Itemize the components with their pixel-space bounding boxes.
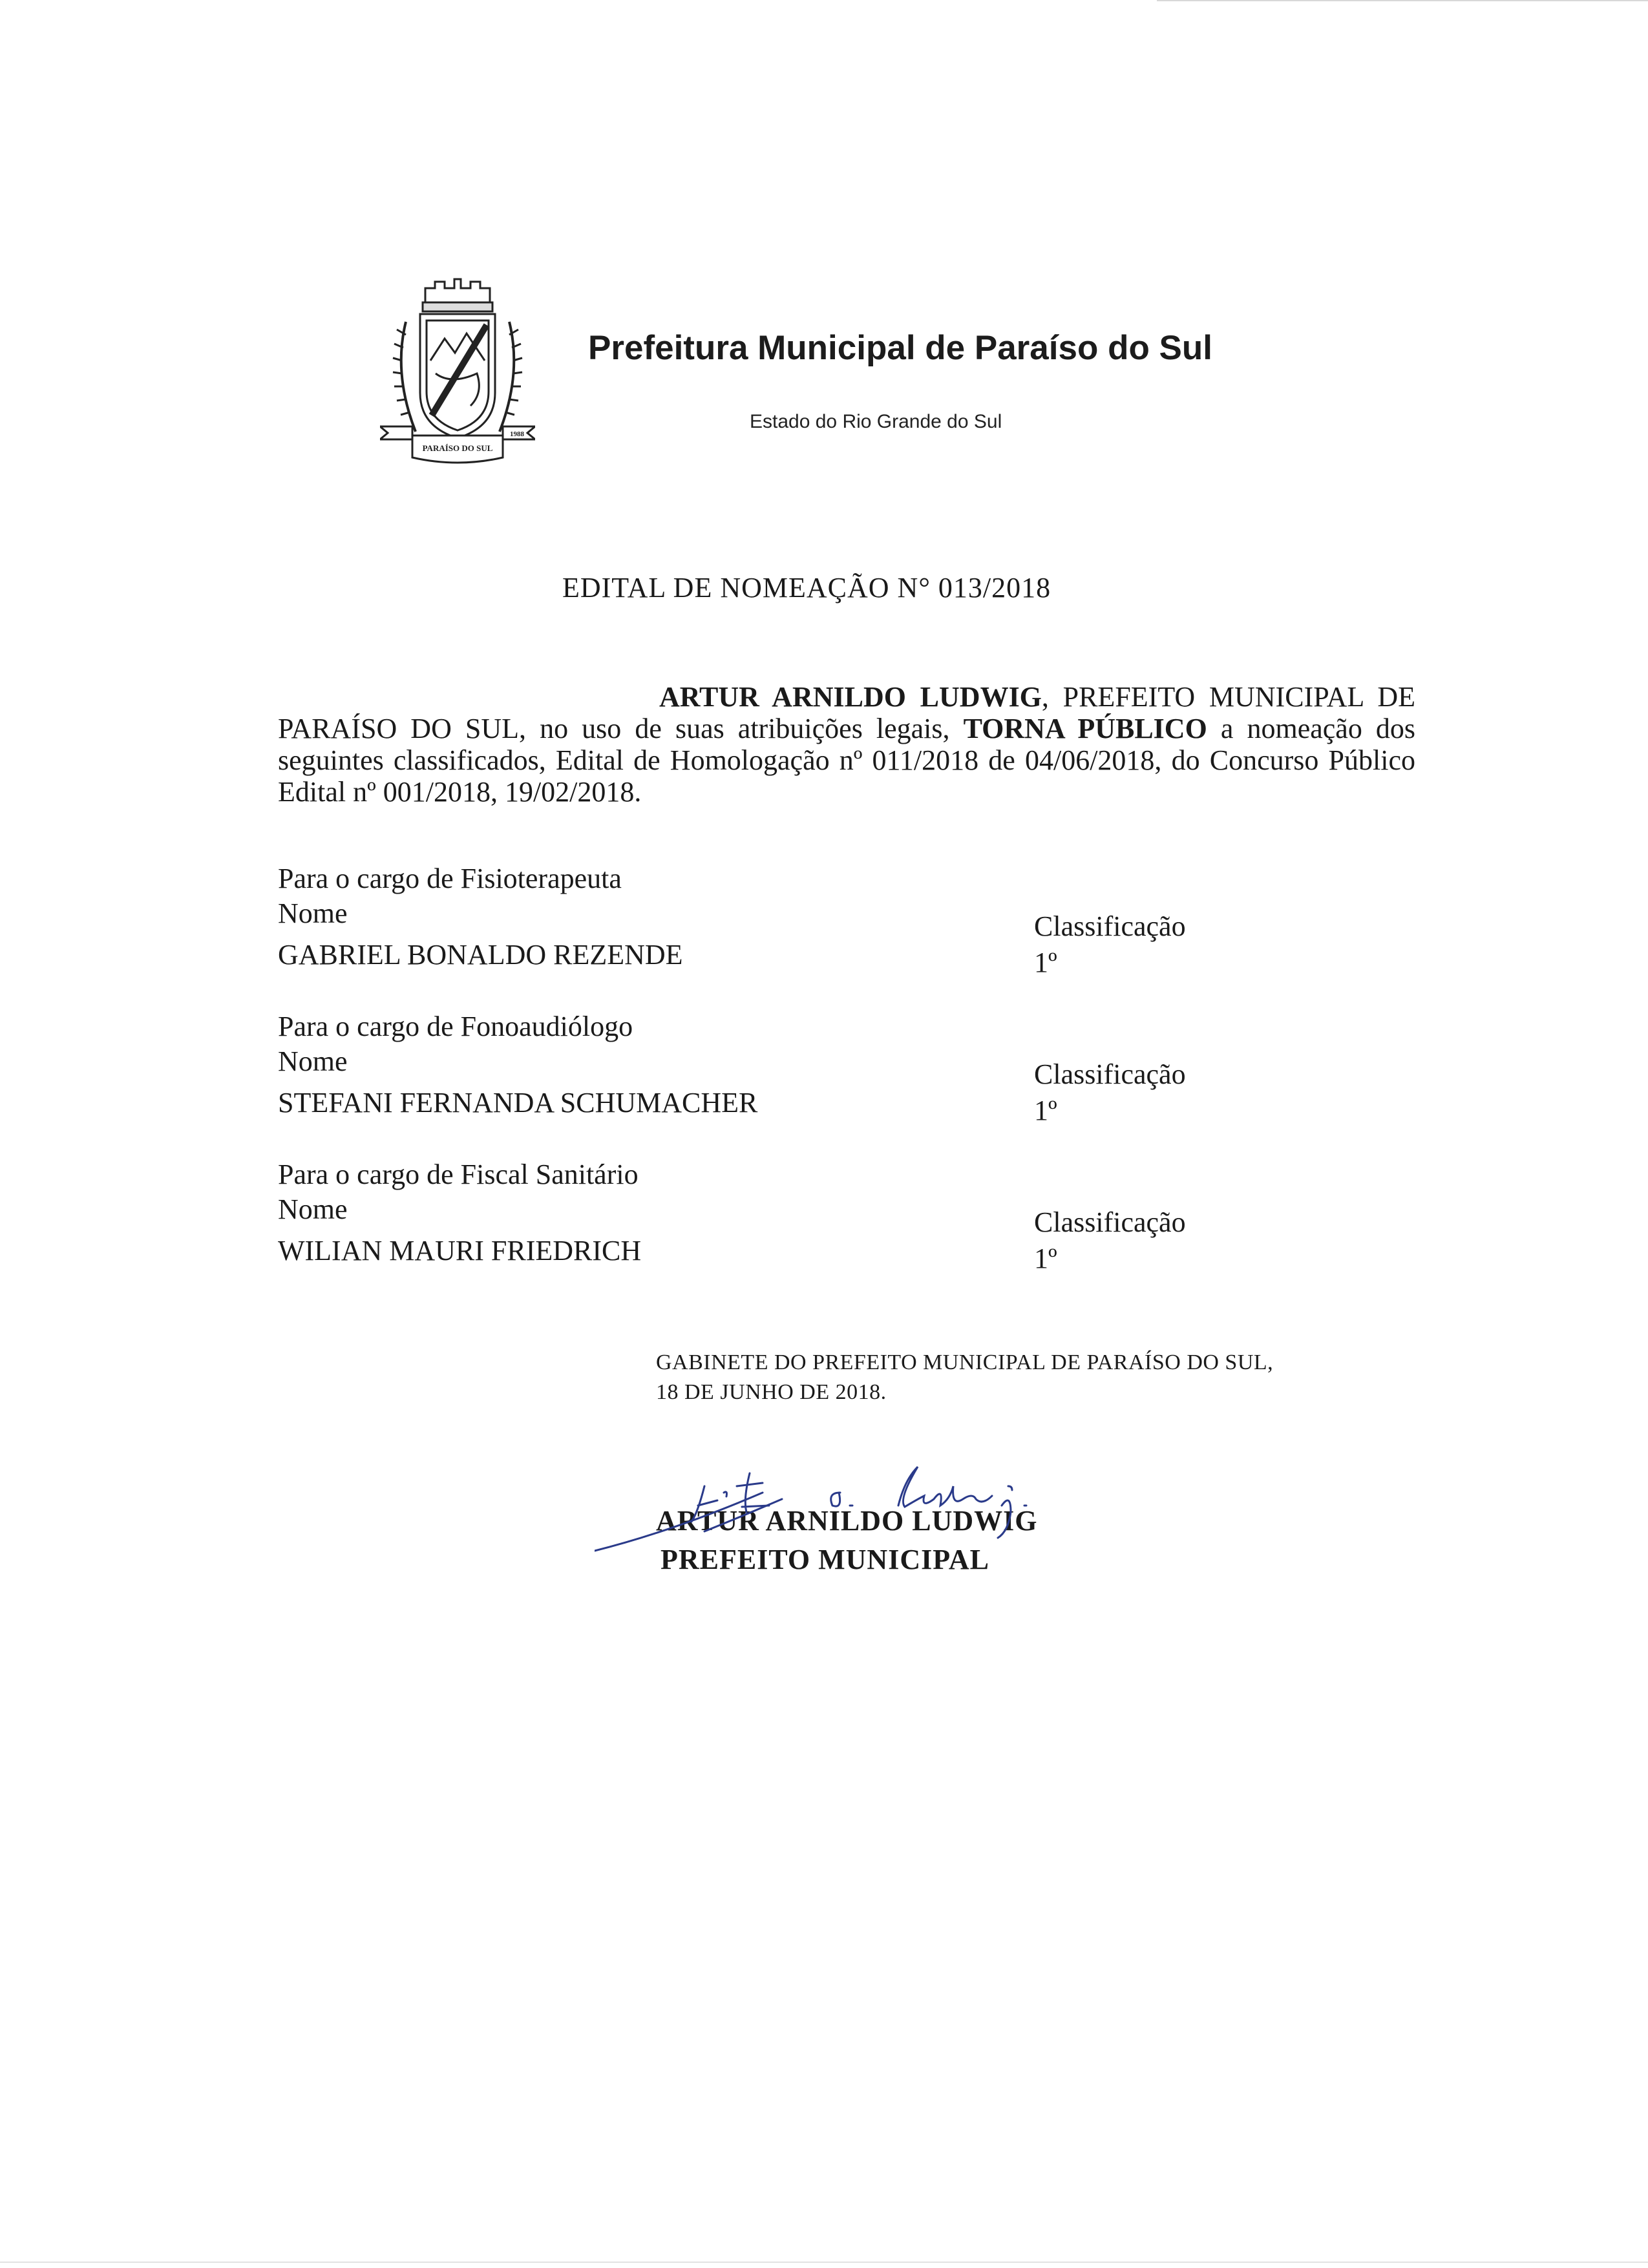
document-title: EDITAL DE NOMEAÇÃO N° 013/2018 [562, 572, 1051, 604]
position-block [278, 1010, 1247, 1126]
mayor-name: ARTUR ARNILDO LUDWIG [659, 681, 1042, 713]
paragraph-text-1: , PREFEITO MUNICIPAL DE PARAÍSO DO SUL, no uso de suas atribuições legais, [278, 681, 1415, 744]
rank-label: Classificação [1034, 1058, 1186, 1090]
signatory-name: ARTUR ARNILDO LUDWIG [656, 1505, 1038, 1537]
scan-edge-line [1157, 0, 1648, 1]
rank-label: Classificação [1034, 910, 1186, 942]
rank-label: Classificação [1034, 1206, 1186, 1238]
scan-bottom-line [0, 2262, 1648, 2263]
candidate-name: WILIAN MAURI FRIEDRICH [278, 1235, 642, 1266]
announcement-paragraph [278, 681, 1415, 808]
crest-banner-text: PARAÍSO DO SUL [422, 443, 493, 453]
state-name: Estado do Rio Grande do Sul [750, 411, 1002, 432]
name-label: Nome [278, 898, 348, 929]
rank-value: 1º [1034, 1095, 1057, 1126]
closing-line-2: 18 DE JUNHO DE 2018. [656, 1380, 887, 1404]
position-block [278, 1158, 1247, 1274]
name-label: Nome [278, 1045, 348, 1077]
closing-block [656, 1348, 1273, 1407]
candidate-name: STEFANI FERNANDA SCHUMACHER [278, 1087, 758, 1118]
name-label: Nome [278, 1193, 348, 1225]
position-heading: Para o cargo de Fonoaudiólogo [278, 1011, 633, 1042]
rank-value: 1º [1034, 947, 1057, 978]
closing-line-1: GABINETE DO PREFEITO MUNICIPAL DE PARAÍSO DO SUL, [656, 1350, 1274, 1374]
rank-value: 1º [1034, 1243, 1057, 1274]
candidate-name: GABRIEL BONALDO REZENDE [278, 939, 683, 971]
position-heading: Para o cargo de Fisioterapeuta [278, 863, 622, 894]
municipal-crest-logo [380, 277, 535, 470]
position-block [278, 862, 1247, 978]
crest-founded-year: 1988 [510, 430, 524, 438]
position-heading: Para o cargo de Fiscal Sanitário [278, 1159, 639, 1190]
org-name: Prefeitura Municipal de Paraíso do Sul [588, 329, 1213, 367]
torna-publico-emphasis: TORNA PÚBLICO [963, 713, 1207, 744]
handwritten-signature [595, 1460, 1086, 1564]
signatory-role: PREFEITO MUNICIPAL [660, 1544, 989, 1575]
paragraph-text-2: a nomeação dos seguintes classificados, Edital de Homologação nº 011/2018 de 04/06/2018, do Concurso Público Edital nº 001/2018, 19/02/2018. [278, 713, 1416, 808]
